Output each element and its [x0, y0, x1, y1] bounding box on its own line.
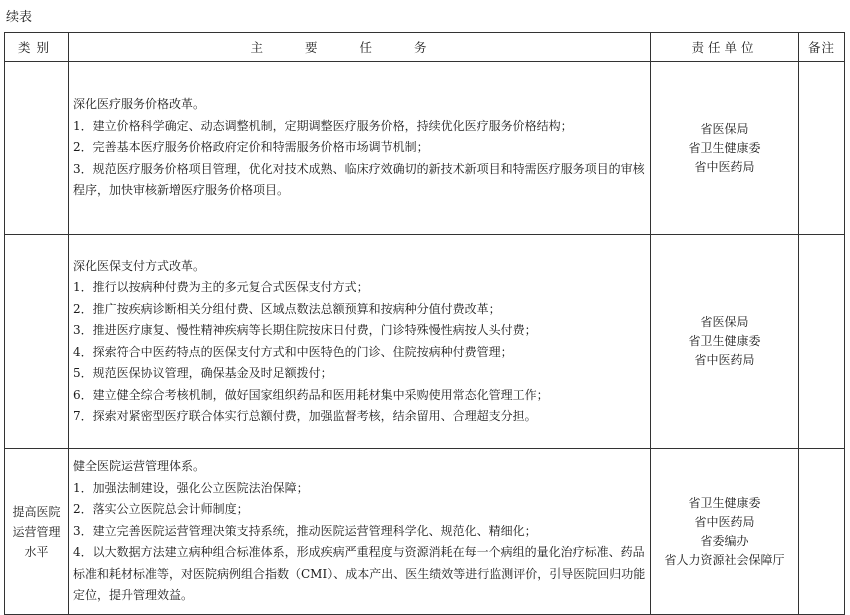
- table-header-row: [5, 33, 845, 62]
- task-cell: [69, 449, 651, 615]
- task-heading: 健全医院运营管理体系。: [73, 459, 206, 474]
- table-row: [5, 62, 845, 235]
- task-cell: [69, 235, 651, 449]
- category-line: 提高医院: [12, 504, 61, 519]
- responsible-unit: 省卫生健康委: [688, 495, 761, 510]
- task-item: 3．建立完善医院运营管理决策支持系统，推动医院运营管理科学化、规范化、精细化；: [73, 523, 537, 538]
- responsible-unit: 省卫生健康委: [688, 334, 761, 348]
- header-category: 类别: [5, 33, 69, 62]
- category-cell: [5, 62, 69, 235]
- task-item: 7．探索对紧密型医疗联合体实行总额付费，加强监督考核，结余留用、合理超支分担。: [73, 409, 537, 423]
- responsible-unit: 省医保局: [700, 121, 749, 136]
- task-item: 6．建立健全综合考核机制，做好国家组织药品和医用耗材集中采购使用常态化管理工作；: [73, 387, 549, 402]
- task-heading: 深化医保支付方式改革。: [73, 258, 206, 273]
- category-cell: [5, 449, 69, 615]
- category-line: 水平: [24, 544, 49, 559]
- remarks-cell: [799, 449, 845, 615]
- task-item: 4．以大数据方法建立病种组合标准体系，形成疾病严重程度与资源消耗在每一个病组的量化治疗标准、药品标准和耗材标准等，对医院病例组合指数（CMI）、成本产出、医生绩效等进行监测评价，引导医院回归功能定位，提升管理效益。: [73, 545, 646, 603]
- header-responsible: 责任单位: [651, 33, 799, 62]
- responsible-unit: 省中医药局: [694, 159, 755, 174]
- task-item: 1．建立价格科学确定、动态调整机制，定期调整医疗服务价格，持续优化医疗服务价格结构；: [73, 118, 573, 133]
- responsible-unit: 省医保局: [700, 315, 749, 329]
- responsible-unit: 省中医药局: [694, 353, 755, 367]
- responsible-cell: [651, 235, 799, 449]
- responsible-cell: [651, 449, 799, 615]
- tasks-table: [4, 32, 845, 615]
- task-item: 3．规范医疗服务价格项目管理，优化对技术成熟、临床疗效确切的新技术新项目和特需医疗服务项目的审核程序，加快审核新增医疗服务价格项目。: [73, 161, 645, 198]
- task-item: 2．完善基本医疗服务价格政府定价和特需服务价格市场调节机制；: [73, 140, 429, 155]
- responsible-unit: 省委编办: [700, 533, 749, 548]
- task-item: 1．推行以按病种付费为主的多元复合式医保支付方式；: [73, 280, 369, 294]
- continued-label: 续表: [6, 10, 33, 25]
- remarks-cell: [799, 235, 845, 449]
- responsible-unit: 省卫生健康委: [688, 140, 761, 155]
- task-heading: 深化医疗服务价格改革。: [73, 97, 206, 112]
- task-item: 5．规范医保协议管理，确保基金及时足额拨付；: [73, 366, 333, 380]
- header-tasks: 主要任务: [69, 33, 651, 62]
- table-row: [5, 449, 845, 615]
- task-item: 2．推广按疾病诊断相关分组付费、区域点数法总额预算和按病种分值付费改革；: [73, 301, 501, 316]
- responsible-unit: 省人力资源社会保障厅: [664, 552, 785, 567]
- task-item: 1．加强法制建设，强化公立医院法治保障；: [73, 480, 309, 495]
- task-cell: [69, 62, 651, 235]
- remarks-cell: [799, 62, 845, 235]
- task-item: 4．探索符合中医药特点的医保支付方式和中医特色的门诊、住院按病种付费管理；: [73, 344, 513, 359]
- responsible-unit: 省中医药局: [694, 514, 755, 529]
- task-item: 3．推进医疗康复、慢性精神疾病等长期住院按床日付费，门诊特殊慢性病按人头付费；: [73, 323, 537, 337]
- responsible-cell: [651, 62, 799, 235]
- header-remarks: 备注: [799, 33, 845, 62]
- category-line: 运营管理: [12, 524, 61, 539]
- task-item: 2．落实公立医院总会计师制度；: [73, 502, 249, 517]
- table-row: [5, 235, 845, 449]
- category-cell: [5, 235, 69, 449]
